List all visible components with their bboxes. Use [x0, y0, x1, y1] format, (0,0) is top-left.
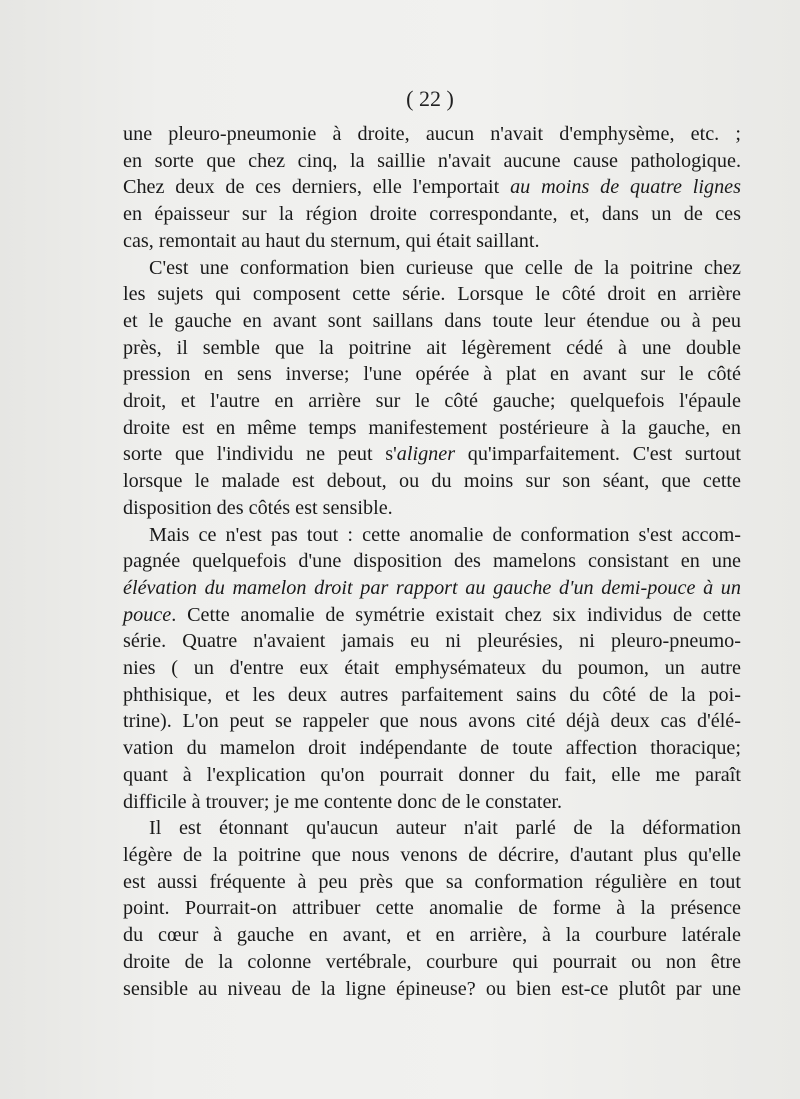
- text-line: droit, et l'autre en arrière sur le côté gauche; quelquefois l'épaule: [123, 390, 741, 413]
- italic-text: pouce: [123, 603, 172, 626]
- text-line: disposition des côtés est sensible.: [123, 496, 393, 519]
- text-segment: sorte que l'individu ne peut s': [123, 443, 397, 466]
- text-line: [123, 174, 741, 201]
- text-line: Mais ce n'est pas tout : cette anomalie de conformation s'est accom-: [149, 523, 741, 546]
- text-line: est aussi fréquente à peu près que sa conformation régulière en tout: [123, 870, 741, 893]
- text-line: vation du mamelon droit indépendante de toute affection thoracique;: [123, 737, 741, 760]
- text-line: droite est en même temps manifestement postérieure à la gauche, en: [123, 416, 741, 439]
- text-line: série. Quatre n'avaient jamais eu ni pleurésies, ni pleuro-pneumo-: [123, 630, 741, 653]
- text-line: une pleuro-pneumonie à droite, aucun n'avait d'emphysème, etc. ;: [123, 123, 741, 145]
- text-line: difficile à trouver; je me contente donc de le constater.: [123, 790, 563, 813]
- text-line: près, il semble que la poitrine ait légèrement cédé à une double: [123, 336, 741, 359]
- text-segment: qu'imparfaitement. C'est surtout: [455, 443, 741, 466]
- text-line: [123, 441, 741, 468]
- text-line: point. Pourrait-on attribuer cette anomalie de forme à la présence: [123, 897, 741, 920]
- text-line: quant à l'explication qu'on pourrait donner du fait, elle me paraît: [123, 763, 741, 786]
- text-line: légère de la poitrine que nous venons de décrire, d'autant plus qu'elle: [123, 843, 741, 866]
- text-line: en épaisseur sur la région droite correspondante, et, dans un de ces: [123, 203, 741, 226]
- text-line: C'est une conformation bien curieuse que celle de la poitrine chez: [149, 256, 741, 279]
- text-line: trine). L'on peut se rappeler que nous avons cité déjà deux cas d'élé-: [123, 710, 741, 733]
- text-line: sensible au niveau de la ligne épineuse? ou bien est-ce plutôt par une: [123, 977, 741, 1000]
- text-line: pression en sens inverse; l'une opérée à plat en avant sur le côté: [123, 363, 741, 386]
- text-segment: . Cette anomalie de symétrie existait chez six individus de cette: [171, 603, 741, 626]
- text-line: cas, remontait au haut du sternum, qui était saillant.: [123, 229, 540, 252]
- text-line: pagnée quelquefois d'une disposition des mamelons consistant en une: [123, 550, 741, 573]
- italic-text: élévation du mamelon droit par rapport au gauche d'un demi-pouce à un: [123, 576, 741, 599]
- text-line: en sorte que chez cinq, la saillie n'avait aucune cause pathologique.: [123, 149, 741, 172]
- body-text: [123, 121, 741, 1002]
- italic-text: au moins de quatre lignes: [510, 176, 741, 199]
- text-line: [123, 602, 741, 629]
- text-line: lorsque le malade est debout, ou du moins sur son séant, que cette: [123, 470, 741, 493]
- text-line: [123, 575, 741, 602]
- text-line: phthisique, et les deux autres parfaitement sains du côté de la poi-: [123, 683, 741, 706]
- text-line: droite de la colonne vertébrale, courbure qui pourrait ou non être: [123, 950, 741, 973]
- italic-text: aligner: [396, 443, 456, 466]
- page-number: ( 22 ): [406, 86, 454, 111]
- text-line: Il est étonnant qu'aucun auteur n'ait parlé de la déformation: [149, 817, 741, 840]
- text-line: nies ( un d'entre eux était emphysémateux du poumon, un autre: [123, 657, 741, 680]
- text-line: les sujets qui composent cette série. Lorsque le côté droit en arrière: [123, 283, 741, 306]
- text-line: et le gauche en avant sont saillans dans toute leur étendue ou à peu: [123, 309, 741, 332]
- text-segment: Chez deux de ces derniers, elle l'emportait: [123, 176, 511, 199]
- text-line: du cœur à gauche en avant, et en arrière, à la courbure latérale: [123, 924, 741, 947]
